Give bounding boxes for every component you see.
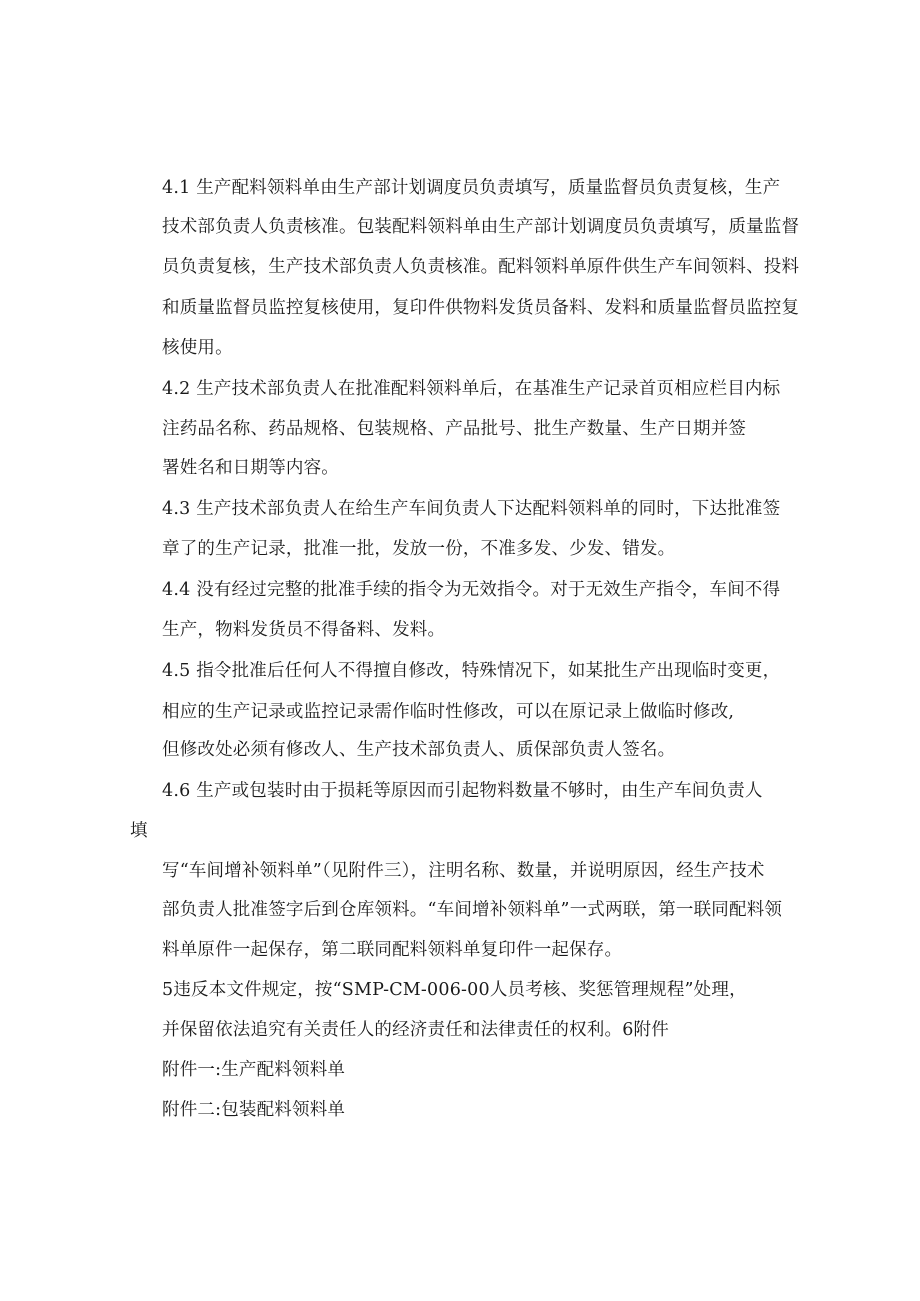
text-line: 4.2 生产技术部负责人在批准配料领料单后，在基准生产记录首页相应栏目内标 (162, 379, 781, 399)
text-line: 附件二:包装配料领料单 (162, 1100, 346, 1120)
text-line: 和质量监督员监控复核使用，复印件供物料发货员备料、发料和质量监督员监控复 (162, 298, 800, 318)
text-line: 注药品名称、药品规格、包装规格、产品批号、批生产数量、生产日期并签 (162, 419, 747, 439)
text-line: 生产，物料发货员不得备料、发料。 (162, 620, 446, 640)
text-line: 但修改处必须有修改人、生产技术部负责人、质保部负责人签名。 (162, 740, 676, 760)
text-line: 4.3 生产技术部负责人在给生产车间负责人下达配料领料单的同时，下达批准签 (162, 499, 781, 519)
text-line: 4.1 生产配料领料单由生产部计划调度员负责填写，质量监督员负责复核，生产 (162, 178, 781, 198)
text-line: 4.4 没有经过完整的批准手续的指令为无效指令。对于无效生产指令，车间不得 (162, 580, 781, 600)
text-line: 料单原件一起保存，第二联同配料领料单复印件一起保存。 (162, 940, 623, 960)
text-line: 4.5 指令批准后任何人不得擅自修改，特殊情况下，如某批生产出现临时变更， (162, 661, 781, 681)
text-line: 技术部负责人负责核准。包装配料领料单由生产部计划调度员负责填写，质量监督 (162, 217, 800, 237)
text-line: 并保留依法追究有关责任人的经济责任和法律责任的权利。6附件 (162, 1020, 669, 1040)
text-line: 署姓名和日期等内容。 (162, 458, 339, 478)
text-line: 部负责人批准签字后到仓库领料。“车间增补领料单”一式两联，第一联同配料领 (162, 900, 783, 920)
text-line: 相应的生产记录或监控记录需作临时性修改，可以在原记录上做临时修改, (162, 702, 735, 722)
text-line: 4.6 生产或包装时由于损耗等原因而引起物料数量不够时，由生产车间负责人 (162, 781, 763, 801)
text-line: 章了的生产记录，批准一批，发放一份，不准多发、少发、错发。 (162, 539, 676, 559)
text-line: 写“车间增补领料单”（见附件三），注明名称、数量，并说明原因，经生产技术 (162, 861, 765, 881)
text-line: 核使用。 (162, 338, 233, 358)
text-line: 填 (130, 821, 148, 841)
text-line: 5违反本文件规定，按“SMP-CM-006-00人员考核、奖惩管理规程”处理， (162, 980, 747, 1000)
text-line: 附件一:生产配料领料单 (162, 1060, 346, 1080)
text-line: 员负责复核，生产技术部负责人负责核准。配料领料单原件供生产车间领料、投料 (162, 257, 800, 277)
